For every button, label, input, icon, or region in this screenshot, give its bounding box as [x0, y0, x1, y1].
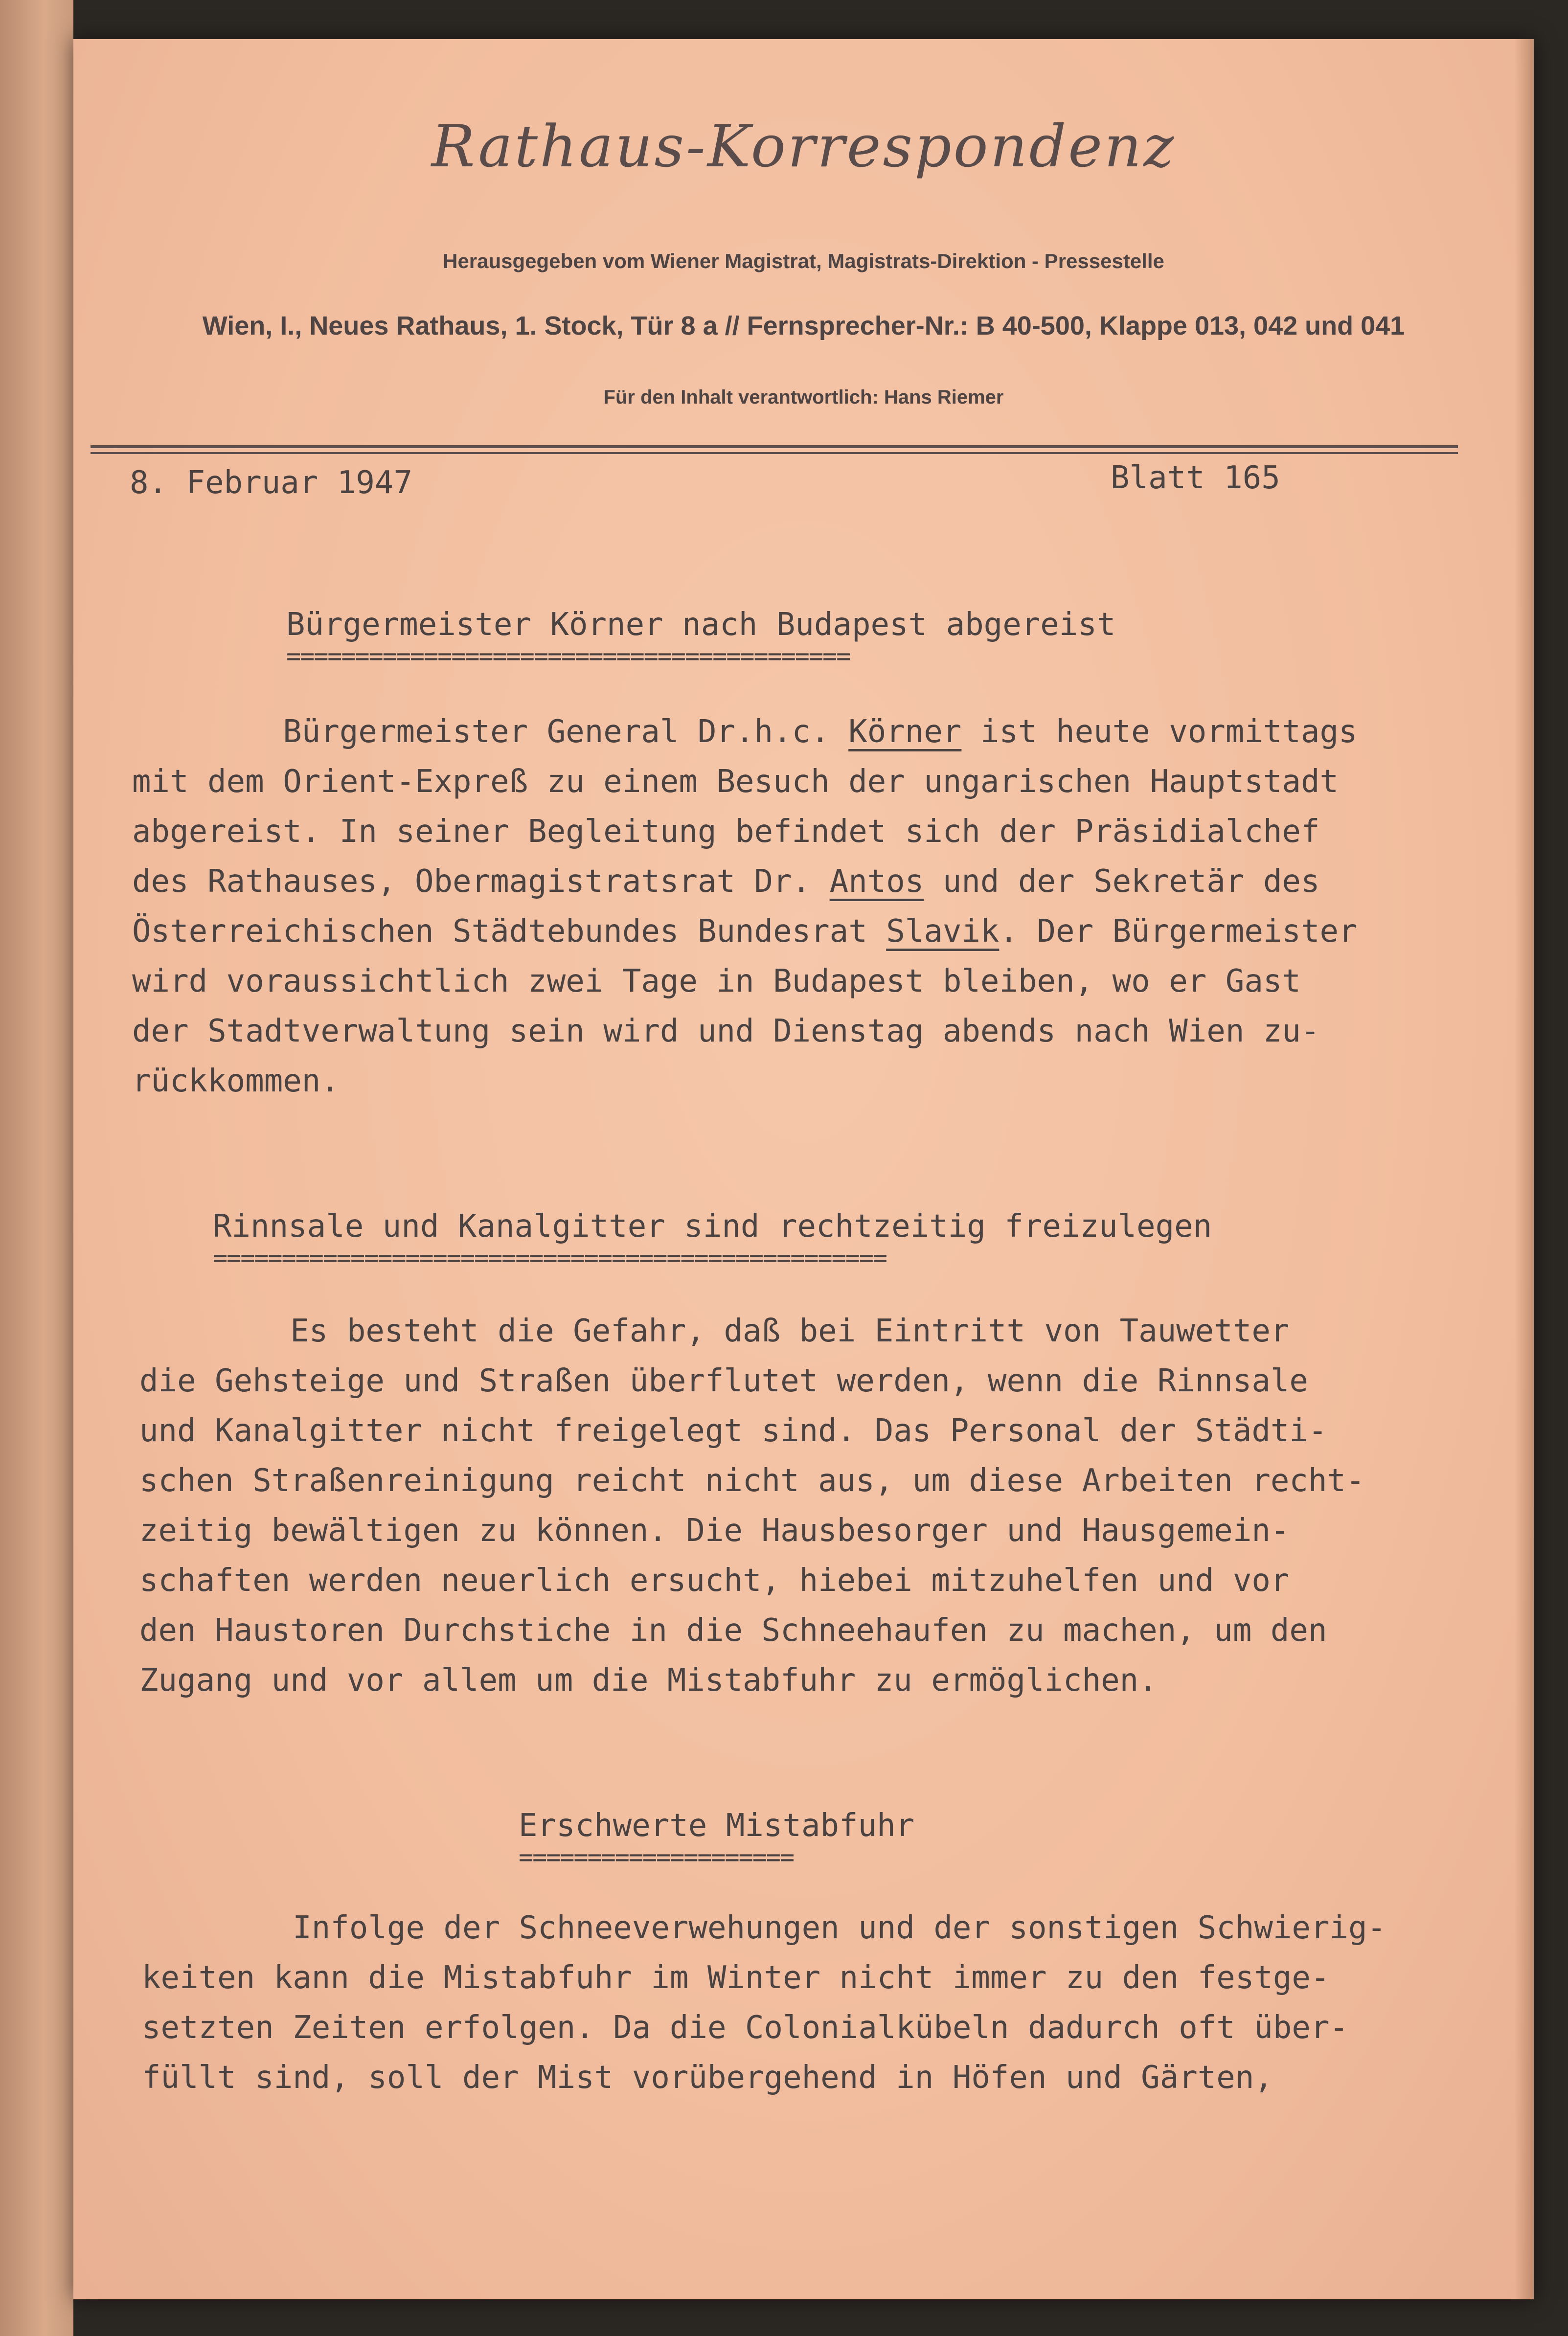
article-3-heading: Erschwerte Mistabfuhr — [519, 1808, 915, 1844]
sheet-number: Blatt 165 — [1111, 460, 1280, 496]
name-slavik: Slavik — [886, 913, 1000, 950]
article-2-line-8: Zugang und vor allem um die Mistabfuhr zu ermöglichen. — [139, 1662, 1158, 1699]
name-antos: Antos — [829, 863, 924, 900]
article-2-body — [139, 1306, 1500, 1705]
previous-page-edge — [0, 0, 73, 2336]
page-shadow-edge — [1514, 39, 1534, 2299]
article-1-line-3: abgereist. In seiner Begleitung befindet sich der Präsidialchef — [132, 814, 1320, 850]
article-3-body — [142, 1903, 1502, 2103]
article-2-line-3: und Kanalgitter nicht freigelegt sind. Das Personal der Städti- — [139, 1413, 1327, 1449]
article-2-line-2: die Gehsteige und Straßen überflutet werden, wenn die Rinnsale — [139, 1363, 1308, 1399]
article-2-line-7: den Haustoren Durchstiche in die Schneehaufen zu machen, um den — [139, 1612, 1327, 1649]
article-1-heading: Bürgermeister Körner nach Budapest abgereist — [286, 607, 1116, 643]
article-1-underline: ========================================= — [286, 642, 850, 670]
article-1-line-6: wird voraussichtlich zwei Tage in Budapest bleiben, wo er Gast — [132, 963, 1301, 999]
masthead-publisher: Herausgegeben vom Wiener Magistrat, Magistrats-Direktion - Pressestelle — [443, 249, 1164, 272]
masthead-title: Rathaus-Korrespondenz — [431, 113, 1176, 180]
article-2-line-4: schen Straßenreinigung reicht nicht aus, um diese Arbeiten recht- — [139, 1463, 1365, 1499]
article-1-line-5: Österreichischen Städtebundes Bundesrat Slavik. Der Bürgermeister — [132, 913, 1358, 950]
article-1-line-7: der Stadtverwaltung sein wird und Dienstag abends nach Wien zu- — [132, 1013, 1320, 1049]
article-1-line-1: Bürgermeister General Dr.h.c. Körner ist heute vormittags — [132, 714, 1358, 750]
masthead-responsible: Für den Inhalt verantwortlich: Hans Riemer — [603, 386, 1004, 408]
article-3-line-1: Infolge der Schneeverwehungen und der sonstigen Schwierig- — [142, 1910, 1386, 1946]
article-1-line-2: mit dem Orient-Expreß zu einem Besuch der ungarischen Hauptstadt — [132, 764, 1339, 800]
article-3-line-4: füllt sind, soll der Mist vorübergehend in Höfen und Gärten, — [142, 2060, 1273, 2096]
article-1-line-8: rückkommen. — [132, 1063, 340, 1099]
document-date: 8. Februar 1947 — [130, 465, 412, 501]
article-1-body — [132, 707, 1492, 1106]
article-3-underline: ==================== — [519, 1843, 794, 1871]
article-2-line-5: zeitig bewältigen zu können. Die Hausbesorger und Hausgemein- — [139, 1513, 1290, 1549]
masthead-address: Wien, I., Neues Rathaus, 1. Stock, Tür 8 a // Fernsprecher-Nr.: B 40-500, Klappe 013, 042 und 041 — [202, 311, 1405, 340]
article-2-underline: ================================================= — [213, 1244, 887, 1272]
document-page — [73, 39, 1534, 2299]
article-2-line-6: schaften werden neuerlich ersucht, hiebei mitzuhelfen und vor — [139, 1563, 1290, 1599]
article-3-line-3: setzten Zeiten erfolgen. Da die Colonialkübeln dadurch oft über- — [142, 2010, 1348, 2046]
article-2-line-1: Es besteht die Gefahr, daß bei Eintritt von Tauwetter — [139, 1313, 1290, 1349]
article-2-heading: Rinnsale und Kanalgitter sind rechtzeitig freizulegen — [213, 1208, 1212, 1245]
name-koerner: Körner — [848, 714, 962, 750]
article-3-line-2: keiten kann die Mistabfuhr im Winter nicht immer zu den festge- — [142, 1960, 1330, 1996]
masthead-rule — [91, 445, 1458, 454]
article-1-line-4: des Rathauses, Obermagistratsrat Dr. Antos und der Sekretär des — [132, 863, 1320, 900]
